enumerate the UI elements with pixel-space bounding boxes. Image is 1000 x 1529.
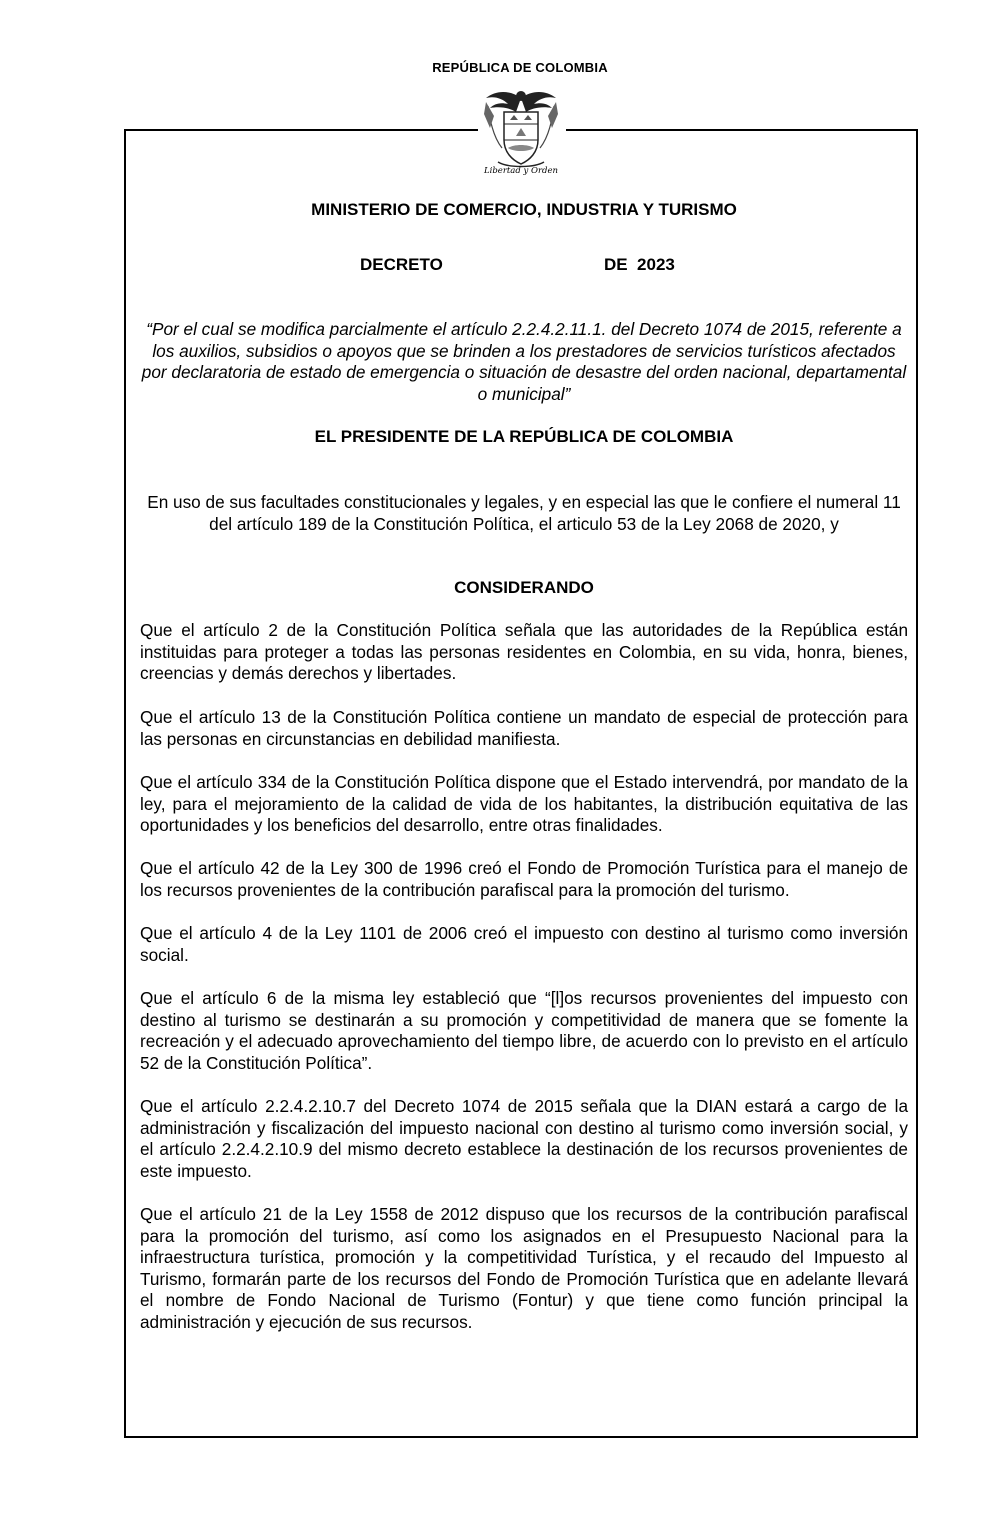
shield-shape [504,112,538,164]
considering-paragraph: Que el artículo 42 de la Ley 300 de 1996 creó el Fondo de Promoción Turística para el manejo de los recursos provenientes de la contribución parafiscal para la promoción del turismo. [140,858,908,900]
president-heading: EL PRESIDENTE DE LA REPÚBLICA DE COLOMBIA [314,427,734,446]
decree-epigraph: “Por el cual se modifica parcialmente el artículo 2.2.4.2.11.1. del Decreto 1074 de 2015, referente a los auxilios, subsidios o apoyos que se brinden a los prestadores de servicios turísticos afectados por declaratoria de estado de emergencia o situación de desastre del orden nacional, departamental o municipal” [141,319,907,404]
considering-paragraph: Que el artículo 13 de la Constitución Política contiene un mandato de especial de protección para las personas en circunstancias en debilidad manifiesta. [140,707,908,749]
decree-year: DE 2023 [604,255,675,274]
considering-paragraph: Que el artículo 21 de la Ley 1558 de 2012 dispuso que los recursos de la contribución parafiscal para la promoción del turismo, así como los asignados en el Presupuesto Nacional para la infraestructura turística, promoción y la competitividad Turística, y el recaudo del Impuesto al Turismo, formarán parte de los recursos del Fondo de Promoción Turística que en adelante llevará el nombre de Fondo Nacional de Turismo (Fontur) y que tiene como función principal la administración y ejecución de sus recursos. [140,1204,908,1332]
considering-paragraph: Que el artículo 2.2.4.2.10.7 del Decreto 1074 de 2015 señala que la DIAN estará a cargo de la administración y fiscalización del impuesto nacional con destino al turismo como inversión social, y el artículo 2.2.4.2.10.9 del mismo decreto establece la destinación de los recursos provenientes de este impuesto. [140,1096,908,1181]
condor-wing-left [486,92,521,112]
crest-motto: Libertad y Orden [483,166,558,176]
considering-paragraph: Que el artículo 2 de la Constitución Política señala que las autoridades de la República están instituidas para proteger a todas las personas residentes en Colombia, en su vida, honra, bienes, creencias y demás derechos y libertades. [140,620,908,683]
decree-label: DECRETO [360,255,443,274]
considering-paragraph: Que el artículo 6 de la misma ley estableció que “[l]os recursos provenientes del impuesto con destino al turismo se destinarán a su promoción y competitividad de manera que se fomente la recreación y el adecuado aprovechamiento del tiempo libre, de acuerdo con lo previsto en el artículo 52 de la Constitución Política”. [140,988,908,1073]
considering-paragraph: Que el artículo 334 de la Constitución Política dispone que el Estado intervendrá, por mandato de la ley, para el mejoramiento de la calidad de vida de los habitantes, la distribución equitativa de las oportunidades y los beneficios del desarrollo, entre otras finalidades. [140,772,908,835]
considering-paragraph: Que el artículo 4 de la Ley 1101 de 2006 creó el impuesto con destino al turismo como inversión social. [140,923,908,965]
powers-statement: En uso de sus facultades constitucionales y legales, y en especial las que le confiere el numeral 11 del artículo 189 de la Constitución Política, el articulo 53 de la Ley 2068 de 2020, y [147,492,901,534]
condor-wing-right [521,92,556,112]
ministry-title: MINISTERIO DE COMERCIO, INDUSTRIA Y TURISMO [311,200,737,219]
considering-heading: CONSIDERANDO [454,578,594,597]
country-header: REPÚBLICA DE COLOMBIA [432,60,608,75]
